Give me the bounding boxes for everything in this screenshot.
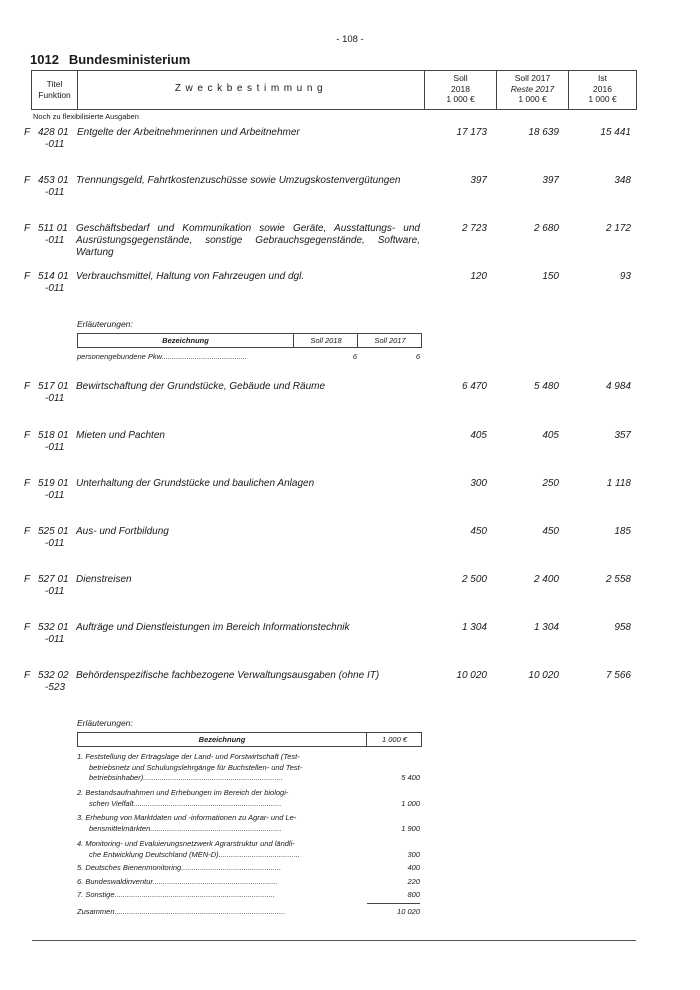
- item-value: 400: [407, 863, 420, 872]
- erlaeuterungen-label: Erläuterungen:: [77, 718, 133, 728]
- header-funktion: Funktion: [38, 89, 71, 100]
- soll-2018: 17 173: [456, 127, 487, 138]
- ist-2016: 7 566: [605, 670, 631, 681]
- function-number: -011: [45, 283, 65, 294]
- title-number: 519 01: [38, 478, 69, 489]
- row-label: personengebundene Pkw.........................................: [77, 352, 248, 361]
- header-text: 1 000 €: [446, 94, 475, 104]
- flag: F: [24, 670, 31, 681]
- item-line: 5. Deutsches Bienenmonitoring................................................: [77, 863, 282, 872]
- soll-2017: 250: [542, 478, 559, 489]
- purpose: Mieten und Pachten: [76, 430, 165, 441]
- soll-2018: 2 723: [461, 223, 487, 234]
- erlaeuterungen-label: Erläuterungen:: [77, 319, 133, 329]
- function-number: -011: [45, 393, 65, 404]
- header-zweckbestimmung: Zweckbestimmung: [174, 83, 328, 94]
- ist-2016: 958: [614, 622, 631, 633]
- purpose: Aus- und Fortbildung: [76, 526, 169, 537]
- col-soll-2017: Soll 2017: [357, 334, 422, 347]
- header-text: Soll: [453, 73, 468, 83]
- ist-2016: 1 118: [606, 478, 631, 489]
- soll-2018: 405: [470, 430, 487, 441]
- header-text: Ist: [598, 73, 607, 83]
- header-text: 1 000 €: [518, 94, 547, 104]
- title-number: 428 01: [38, 127, 69, 138]
- header-titel: Titel: [46, 79, 63, 89]
- note-flexibilisiert: Noch zu flexibilisierte Ausgaben: [33, 112, 139, 121]
- soll-2017: 450: [542, 526, 559, 537]
- ist-2016: 357: [614, 430, 631, 441]
- purpose: Dienstreisen: [76, 574, 132, 585]
- bottom-rule: [32, 940, 636, 941]
- title-number: 525 01: [38, 526, 69, 537]
- soll-2018: 450: [470, 526, 487, 537]
- total-value: 10 020: [397, 907, 420, 916]
- purpose: Aufträge und Dienstleistungen im Bereich Informationstechnik: [76, 622, 350, 633]
- item-line: 1. Feststellung der Ertragslage der Land- und Forstwirtschaft (Test-: [77, 752, 300, 761]
- ist-2016: 2 558: [605, 574, 631, 585]
- purpose: Entgelte der Arbeitnehmerinnen und Arbeitnehmer: [77, 127, 300, 138]
- flag: F: [24, 574, 31, 585]
- soll-2017: 150: [542, 271, 559, 282]
- flag: F: [24, 381, 31, 392]
- title-number: 518 01: [38, 430, 69, 441]
- col-bezeichnung: Bezeichnung: [198, 735, 246, 744]
- list-item: [77, 890, 420, 901]
- chapter-heading: [30, 52, 190, 67]
- header-text: Soll 2017: [514, 73, 551, 83]
- soll-2017: 2 400: [533, 574, 559, 585]
- row-value-2018: 6: [352, 352, 357, 361]
- item-line: 2. Bestandsaufnahmen und Erhebungen im Bereich der biologi-: [77, 788, 289, 797]
- purpose: Behördenspezifische fachbezogene Verwaltungsausgaben (ohne IT): [76, 670, 380, 681]
- header-text: Reste 2017: [510, 83, 555, 94]
- list-item: [77, 877, 420, 888]
- flag: F: [24, 622, 31, 633]
- function-number: -011: [45, 187, 65, 198]
- soll-2018: 120: [470, 271, 487, 282]
- header-titel-funktion: [32, 79, 77, 100]
- list-item: [77, 752, 420, 784]
- title-number: 532 02: [38, 670, 69, 681]
- total-row: [77, 907, 420, 918]
- page-number: - 108 -: [336, 34, 364, 45]
- flag: F: [24, 271, 31, 282]
- purpose: Bewirtschaftung der Grundstücke, Gebäude und Räume: [76, 381, 326, 392]
- purpose: Trennungsgeld, Fahrtkostenzuschüsse sowie Umzugskostenvergütungen: [76, 175, 401, 186]
- flag: F: [24, 526, 31, 537]
- purpose: Unterhaltung der Grundstücke und baulichen Anlagen: [76, 478, 315, 489]
- title-number: 453 01: [38, 175, 69, 186]
- soll-2017: 2 680: [533, 223, 559, 234]
- soll-2017: 1 304: [533, 622, 559, 633]
- soll-2018: 1 304: [461, 622, 487, 633]
- flag: F: [24, 430, 31, 441]
- flag: F: [24, 223, 31, 234]
- soll-2018: 10 020: [456, 670, 487, 681]
- function-number: -523: [45, 682, 66, 693]
- ist-2016: 15 441: [600, 127, 631, 138]
- ist-2016: 348: [614, 175, 631, 186]
- row-value-2017: 6: [415, 352, 420, 361]
- soll-2017: 405: [542, 430, 559, 441]
- item-value: 800: [407, 890, 420, 899]
- purpose: Verbrauchsmittel, Haltung von Fahrzeugen und dgl.: [76, 271, 305, 282]
- header-soll-2017: [497, 73, 568, 105]
- item-value: 220: [407, 877, 420, 886]
- soll-2018: 300: [470, 478, 487, 489]
- item-line: bensmittelmärkten...............................................................: [89, 823, 282, 833]
- flag: F: [24, 127, 31, 138]
- item-line: 3. Erhebung von Marktdaten und -informationen zu Agrar- und Le-: [77, 813, 297, 822]
- ist-2016: 2 172: [605, 223, 631, 234]
- chapter-code: 1012: [30, 52, 59, 67]
- function-number: -011: [45, 490, 65, 501]
- function-number: -011: [45, 235, 65, 246]
- header-text: 1 000 €: [588, 94, 617, 104]
- title-number: 527 01: [38, 574, 69, 585]
- header-soll-2018: [425, 73, 496, 105]
- title-number: 532 01: [38, 622, 69, 633]
- item-line: schen Vielfalt.......................................................................: [89, 798, 282, 808]
- list-item: [77, 863, 420, 874]
- function-number: -011: [45, 442, 65, 453]
- total-label: Zusammen..................................................................................: [77, 907, 286, 916]
- item-value: 5 400: [401, 773, 420, 782]
- soll-2018: 397: [470, 175, 487, 186]
- flag: F: [24, 175, 31, 186]
- title-number: 517 01: [38, 381, 69, 392]
- item-line: betriebsinhaber)...................................................................: [89, 773, 283, 782]
- soll-2018: 2 500: [461, 574, 487, 585]
- col-soll-2018: Soll 2018: [293, 334, 358, 347]
- erlaeuterungen-table-header: [77, 333, 422, 348]
- item-line: 6. Bundeswaldinventur............................................................: [77, 877, 278, 886]
- col-bezeichnung: Bezeichnung: [162, 336, 209, 345]
- function-number: -011: [45, 586, 65, 597]
- list-item: [77, 813, 420, 834]
- soll-2017: 397: [542, 175, 559, 186]
- table-header: [31, 70, 637, 110]
- function-number: -011: [45, 538, 65, 549]
- item-value: 1 900: [401, 823, 420, 833]
- header-text: 2018: [451, 83, 470, 94]
- item-value: 300: [407, 849, 420, 859]
- col-betrag: 1 000 €: [366, 733, 422, 746]
- list-item: [77, 788, 420, 809]
- flag: F: [24, 478, 31, 489]
- title-number: 514 01: [38, 271, 69, 282]
- item-line: 4. Monitoring- und Evaluierungsnetzwerk Agrarstruktur und ländli-: [77, 839, 295, 848]
- soll-2017: 5 480: [533, 381, 559, 392]
- ist-2016: 4 984: [605, 381, 631, 392]
- erlaeuterungen-row: [77, 352, 420, 363]
- soll-2018: 6 470: [461, 381, 487, 392]
- header-text: 2016: [593, 83, 612, 94]
- sum-rule: [367, 903, 420, 904]
- ist-2016: 185: [614, 526, 631, 537]
- item-line: betriebsnetz und Schulungslehrgänge für Buchstellen- und Test-: [89, 762, 303, 772]
- list-item: [77, 839, 420, 860]
- title-number: 511 01: [38, 223, 68, 234]
- soll-2017: 10 020: [528, 670, 559, 681]
- function-number: -011: [45, 139, 65, 150]
- chapter-title: Bundesministerium: [68, 52, 191, 67]
- header-ist-2016: [569, 73, 636, 105]
- purpose: Geschäftsbedarf und Kommunikation sowie Geräte, Ausstattungs- und Ausrüstungsgegenstände, sonstige Gebrauchsgegenstände, Software, Wartung: [76, 223, 420, 258]
- function-number: -011: [45, 634, 65, 645]
- item-line: 7. Sonstige.............................................................................: [77, 890, 275, 899]
- soll-2017: 18 639: [528, 127, 559, 138]
- item-line: che Entwicklung Deutschland (MEN-D).......................................: [89, 849, 300, 859]
- ist-2016: 93: [619, 271, 631, 282]
- erlaeuterungen-table-header: [77, 732, 422, 747]
- item-value: 1 000: [401, 798, 420, 808]
